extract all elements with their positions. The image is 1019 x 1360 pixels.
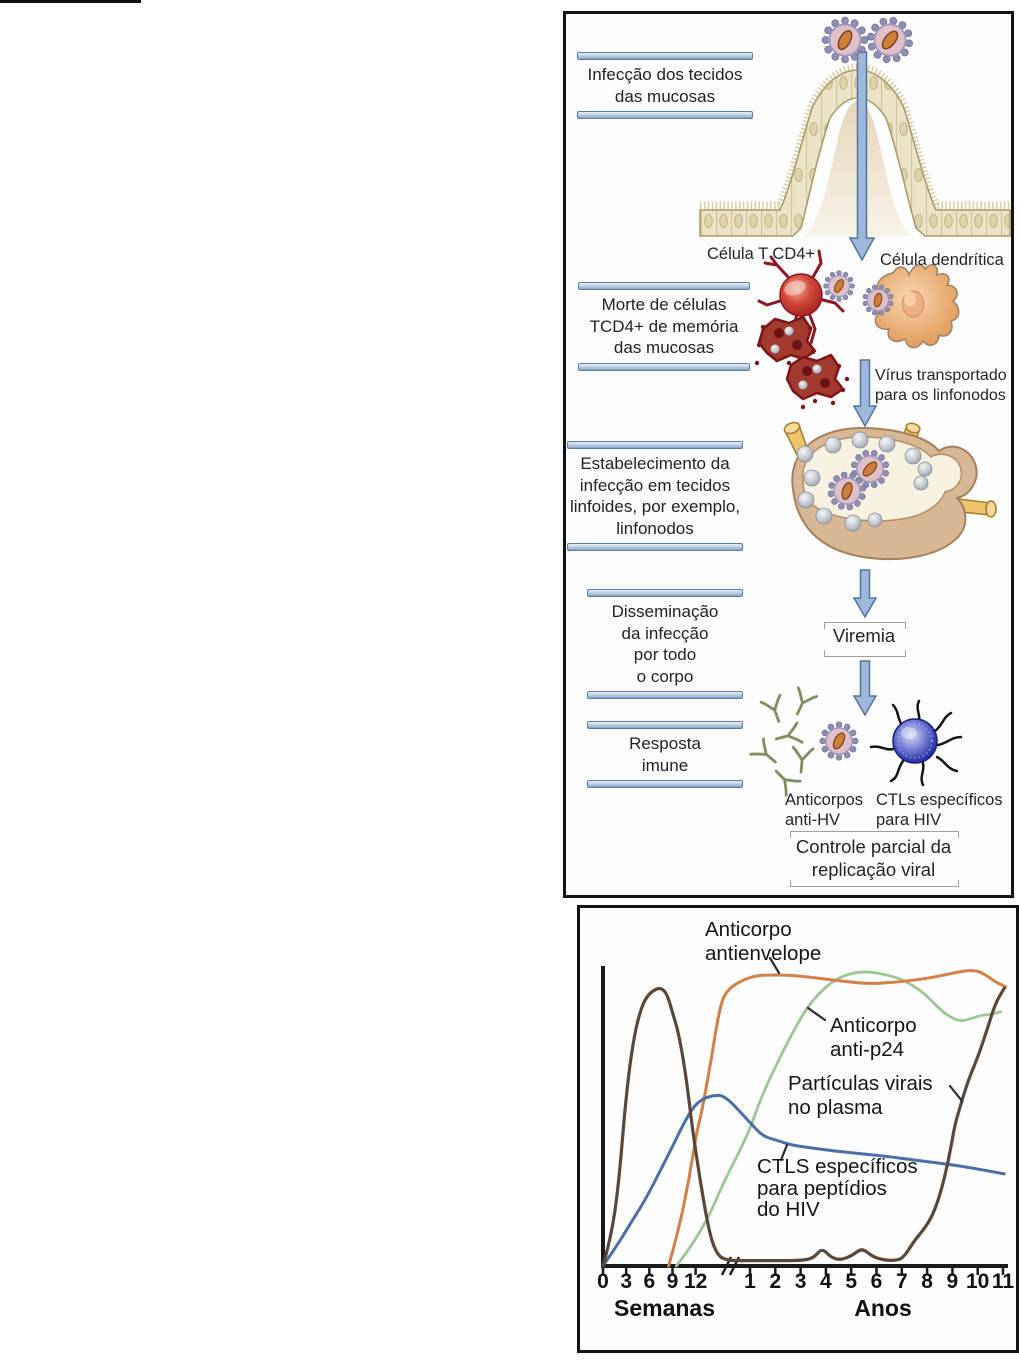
x-tick-label: 8 — [921, 1270, 933, 1293]
x-tick-label: 9 — [946, 1270, 959, 1293]
mucosa-illustration — [700, 68, 1010, 236]
viremia-arrow — [854, 570, 876, 617]
x-tick-label: 9 — [666, 1270, 679, 1293]
stage-label: linfoides, por exemplo, — [569, 497, 741, 516]
stage-label: Infecção dos tecidos — [587, 65, 743, 84]
weeks-axis-title: Semanas — [613, 1295, 715, 1321]
ctls-curve-label: CTLS específicos — [757, 1155, 918, 1178]
viral-particles-label: no plasma — [788, 1095, 883, 1119]
x-tick-label: 10 — [966, 1270, 990, 1293]
stage-label: da infecção — [621, 623, 709, 643]
x-tick-label: 6 — [870, 1270, 883, 1293]
lymph-node — [783, 420, 996, 559]
x-tick-label: 3 — [794, 1270, 807, 1293]
response-arrow — [854, 661, 876, 715]
viremia-bracket-bottom — [824, 650, 906, 657]
stage-label: Disseminação — [611, 602, 719, 621]
x-tick-label: 0 — [597, 1270, 609, 1293]
stage-label: Morte de células — [601, 295, 727, 314]
stage-label: infecção em tecidos — [579, 475, 731, 495]
antibody-cluster — [751, 688, 817, 795]
x-tick-label: 6 — [643, 1270, 656, 1293]
x-tick-label: 5 — [845, 1270, 858, 1293]
x-tick-label: 2 — [769, 1270, 782, 1293]
stage-label: linfonodos — [616, 518, 694, 538]
x-tick-label: 11 — [991, 1270, 1015, 1293]
x-tick-label: 3 — [620, 1270, 632, 1293]
antienvelope-label: Anticorpo — [705, 918, 792, 941]
x-tick-label: 4 — [820, 1270, 832, 1293]
antienvelope-label: antienvelope — [705, 941, 822, 965]
ctls-curve-label: do HIV — [757, 1198, 820, 1221]
series-curve — [603, 988, 1004, 1266]
stage-label: das mucosas — [614, 86, 716, 106]
viral-particles-leader — [950, 1086, 962, 1101]
partial-control-label: Controle parcial da — [795, 836, 952, 857]
x-tick-label: 1 — [744, 1270, 756, 1293]
years-axis-title: Anos — [854, 1295, 912, 1321]
stage-label: por todo — [633, 645, 697, 664]
ctl-cell — [871, 701, 961, 785]
viral-particles-label: Partículas virais — [788, 1072, 933, 1095]
stage-label: Estabelecimento da — [580, 454, 730, 473]
virus-transport-label: para os linfonodos — [875, 386, 1006, 404]
heading-underline-rule — [0, 0, 141, 3]
ctls-label: para HIV — [876, 810, 942, 829]
figure-immune-response-chart — [577, 905, 1019, 1353]
stage-label: o corpo — [636, 666, 694, 686]
stage-label: TCD4+ de memória — [589, 316, 739, 336]
antibodies-label: anti-HV — [785, 810, 841, 829]
anti-p24-label: anti-p24 — [830, 1037, 905, 1061]
ctls-label: CTLs específicos — [876, 791, 1003, 809]
dying-t-cells — [755, 317, 849, 409]
t-cell-label: Célula T CD4+ — [707, 245, 816, 263]
stage-label: Resposta — [629, 734, 701, 753]
viremia-label: Viremia — [832, 625, 896, 646]
x-tick-label: 7 — [895, 1270, 908, 1293]
pathogenesis-artwork — [566, 14, 1011, 895]
transport-arrow — [854, 360, 876, 426]
stage-label: das mucosas — [613, 338, 715, 357]
anti-p24-label: Anticorpo — [830, 1014, 917, 1037]
dendritic-cell-label: Célula dendrítica — [880, 251, 1004, 269]
x-axis-labels — [580, 1270, 1016, 1296]
stage-label: imune — [641, 755, 689, 775]
control-bracket-bottom — [790, 880, 959, 887]
x-tick-label: 12 — [683, 1270, 708, 1293]
anti-p24-leader — [808, 1008, 825, 1020]
partial-control-label: replicação viral — [811, 859, 936, 880]
virus-transport-label: Vírus transportado — [875, 367, 1007, 384]
ctls-curve-label: para peptídios — [757, 1176, 887, 1200]
figure-hiv-pathogenesis — [563, 11, 1014, 898]
antibodies-label: Anticorpos — [785, 791, 863, 809]
